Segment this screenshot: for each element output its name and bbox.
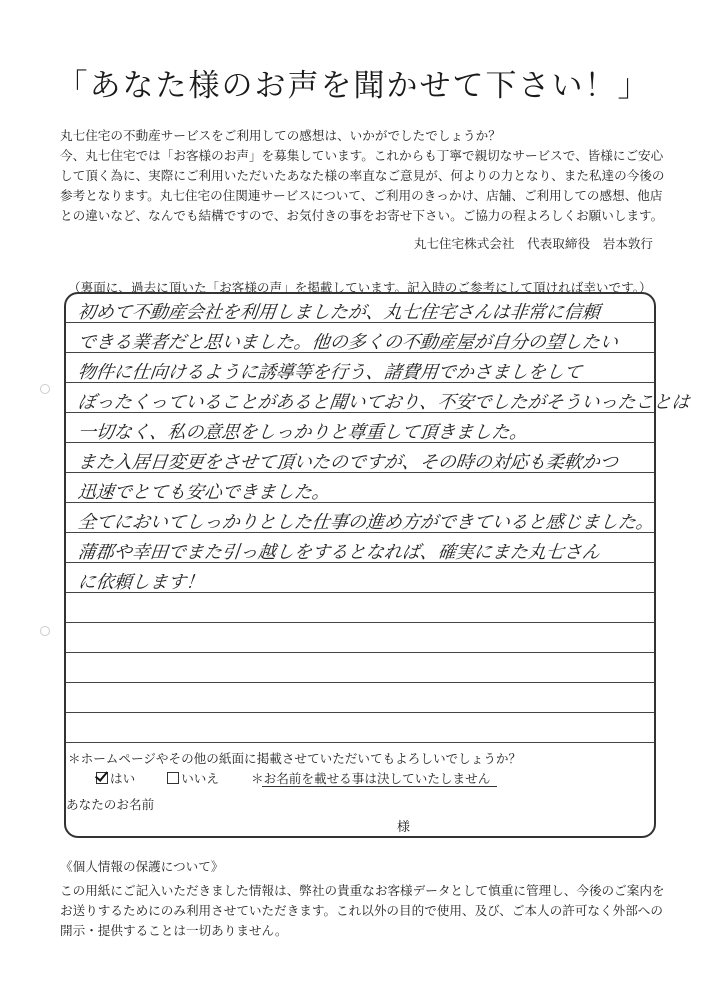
handwritten-line: 一切なく、私の意思をしっかりと尊重して頂きました。 [76,422,529,443]
option-yes[interactable] [96,771,135,786]
punch-hole-icon [40,384,50,394]
handwritten-line: できる業者だと思いました。他の多くの不動産屋が自分の望したい [76,332,619,353]
ruled-line [66,652,654,653]
note-underline [262,786,497,787]
privacy-line: この用紙にご記入いただきました情報は、弊社の貴重なお客様データとして慎重に管理し、今後のご案内を [60,883,665,898]
intro-line: 参考となります。丸七住宅の住関連サービスについて、ご利用のきっかけ、店舗、ご利用しての感想、他店 [60,188,663,203]
handwritten-line: に依頼します！ [76,572,205,593]
publish-options [96,768,518,787]
handwritten-line: ぼったくっていることがあると聞いており、不安でしたがそういったことは [76,392,691,413]
ruled-line [66,712,654,713]
option-no-label: いいえ [181,771,219,786]
publish-permission-question: ＊ホームページやその他の紙面に掲載させていただいてもよろしいでしょうか？ [68,751,522,766]
privacy-text [60,881,665,941]
handwritten-line: 初めて不動産会社を利用しましたが、丸七住宅さんは非常に信頼 [76,302,601,323]
reference-notice: （裏面に、過去に頂いた「お客様の声」を掲載しています。記入時のご参考にして頂ければ幸いです。） [68,280,652,295]
handwritten-line: 蒲郡や幸田でまた引っ越しをするとなれば、確実にまた丸七さん [76,542,601,563]
option-no[interactable] [167,771,219,786]
handwritten-line: また入居日変更をさせて頂いたのですが、その時の対応も柔軟かつ [76,452,619,473]
name-not-published-note: ＊お名前を載せる事は決していたしません [251,771,491,786]
name-field-label: あなたのお名前 [66,797,155,812]
privacy-line: 開示・提供することは一切ありません。 [60,923,288,938]
company-signature: 丸七住宅株式会社 代表取締役 岩本敦行 [413,236,653,251]
intro-text [60,126,665,226]
intro-line: 今、丸七住宅では「お客様のお声」を募集しています。これからも丁寧で親切なサービスで、皆様にご安心 [60,148,664,163]
intro-line: 丸七住宅の不動産サービスをご利用しての感想は、いかがでしたでしょうか？ [60,128,501,143]
punch-hole-icon [40,626,50,636]
handwritten-line: 全てにおいてしっかりとした仕事の進め方ができていると感じました。 [76,512,655,533]
ruled-line [66,682,654,683]
privacy-title: 《個人情報の保護について》 [60,859,224,874]
handwritten-line: 物件に仕向けるように誘導等を行う、諸費用でかさましをして [76,362,583,383]
checkbox-icon[interactable] [167,772,179,784]
option-yes-label: はい [110,771,136,786]
privacy-line: お送りするためにのみ利用させていただきます。これ以外の目的で使用、及び、ご本人の許可なく外部への [60,903,663,918]
ruled-line [66,622,654,623]
ruled-line [66,742,654,743]
checkbox-checked-icon[interactable] [96,772,108,784]
name-suffix: 様 [397,820,411,835]
handwritten-line: 迅速でとても安心できました。 [76,482,331,503]
page-title: 「あなた様のお声を聞かせて下さい！」 [56,68,651,104]
intro-line: との違いなど、なんでも結構ですので、お気付きの事をお寄せ下さい。ご協力の程よろしくお願いします。 [60,208,664,223]
intro-line: して頂く為に、実際にご利用いただいたあなた様の率直なご意見が、何よりの力となり、また私達の今後の [60,168,665,183]
